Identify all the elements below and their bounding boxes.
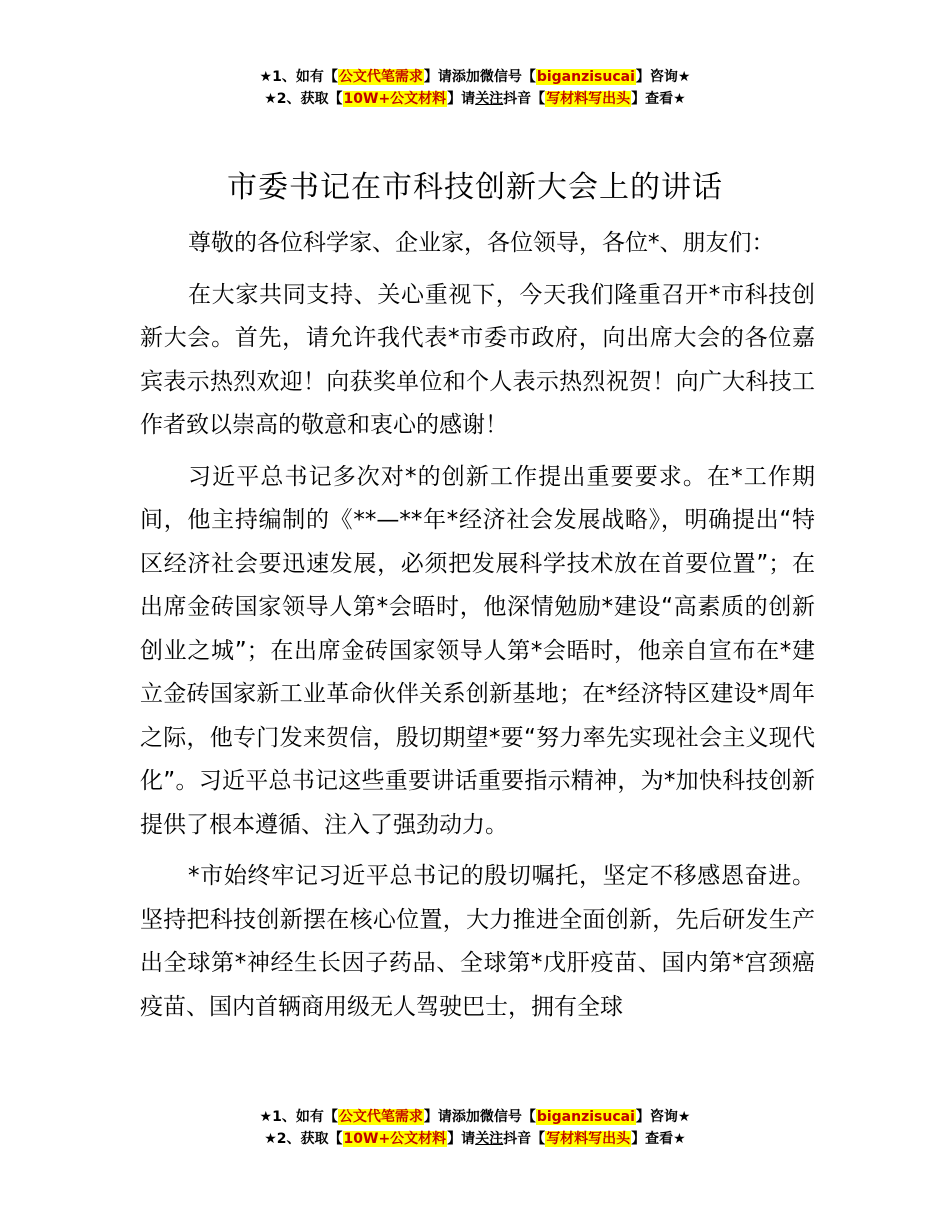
paragraph-salutation: 尊敬的各位科学家、企业家，各位领导，各位*、朋友们：	[188, 230, 775, 256]
paragraph: 习近平总书记多次对*的创新工作提出重要要求。在*工作期间，他主持编制的《**—**年*经济社会发展战略》，明确提出“特区经济社会要迅速发展，必须把发展科学技术放在首要位置”；在出席金砖国家领导人第*会晤时，他深情勉励*建设“高素质的创新创业之城”；在出席金砖国家领导人第*会晤时，他亲自宣布在*建立金砖国家新工业革命伙伴关系创新基地；在*经济特区建设*周年之际，他专门发来贺信，殷切期望*要“努力率先实现社会主义现代化”。习近平总书记这些重要讲话重要指示精神，为*加快科技创新提供了根本遵循、注入了强劲动力。	[140, 463, 815, 838]
banner-text: 微信号【	[479, 69, 536, 85]
highlight-douyin: 写材料写出头	[546, 91, 631, 107]
banner-line-2	[0, 88, 950, 110]
highlight-douyin: 写材料写出头	[546, 1131, 631, 1147]
banner-text: 】咨询★	[635, 1109, 691, 1125]
banner-text: 】查看★	[631, 91, 686, 107]
document-title: 市委书记在市科技创新大会上的讲话	[227, 170, 723, 205]
banner-emphasis: 添加	[451, 69, 480, 85]
banner-text: ★1、如有【	[259, 1109, 338, 1125]
banner-text: 】请	[423, 1109, 452, 1125]
banner-emphasis: 关注	[475, 1131, 504, 1147]
banner-text: 】请	[447, 1131, 476, 1147]
banner-text: 微信号【	[479, 1109, 536, 1125]
paragraph: 在大家共同支持、关心重视下，今天我们隆重召开*市科技创新大会。首先，请允许我代表*市委市政府，向出席大会的各位嘉宾表示热烈欢迎！向获奖单位和个人表示热烈祝贺！向广大科技工作者致以崇高的敬意和衷心的感谢！	[140, 281, 815, 438]
banner-emphasis: 添加	[451, 1109, 480, 1125]
banner-emphasis: 关注	[475, 91, 504, 107]
highlight-wechat-id: biganzisucai	[536, 69, 635, 85]
banner-text: 】咨询★	[635, 69, 691, 85]
banner-text: ★2、获取【	[264, 91, 343, 107]
highlight-ghostwriting: 公文代笔需求	[338, 69, 423, 85]
banner-line-1	[0, 66, 950, 88]
header-banner	[0, 66, 950, 110]
banner-text: ★2、获取【	[264, 1131, 343, 1147]
banner-line-1	[0, 1106, 950, 1128]
document-body	[140, 222, 815, 1029]
paragraph: *市始终牢记习近平总书记的殷切嘱托，坚定不移感恩奋进。坚持把科技创新摆在核心位置，大力推进全面创新，先后研发生产出全球第*神经生长因子药品、全球第*戊肝疫苗、国内第*宫颈癌疫苗、国内首辆商用级无人驾驶巴士，拥有全球	[140, 863, 815, 1020]
banner-text: 】查看★	[631, 1131, 686, 1147]
highlight-wechat-id: biganzisucai	[536, 1109, 635, 1125]
highlight-materials: 10W+公文材料	[343, 1131, 447, 1147]
banner-text: 】请	[447, 91, 476, 107]
highlight-materials: 10W+公文材料	[343, 91, 447, 107]
footer-banner	[0, 1106, 950, 1150]
banner-text: ★1、如有【	[259, 69, 338, 85]
banner-text: 】请	[423, 69, 452, 85]
banner-text: 抖音【	[503, 91, 546, 107]
highlight-ghostwriting: 公文代笔需求	[338, 1109, 423, 1125]
banner-line-2	[0, 1128, 950, 1150]
banner-text: 抖音【	[503, 1131, 546, 1147]
